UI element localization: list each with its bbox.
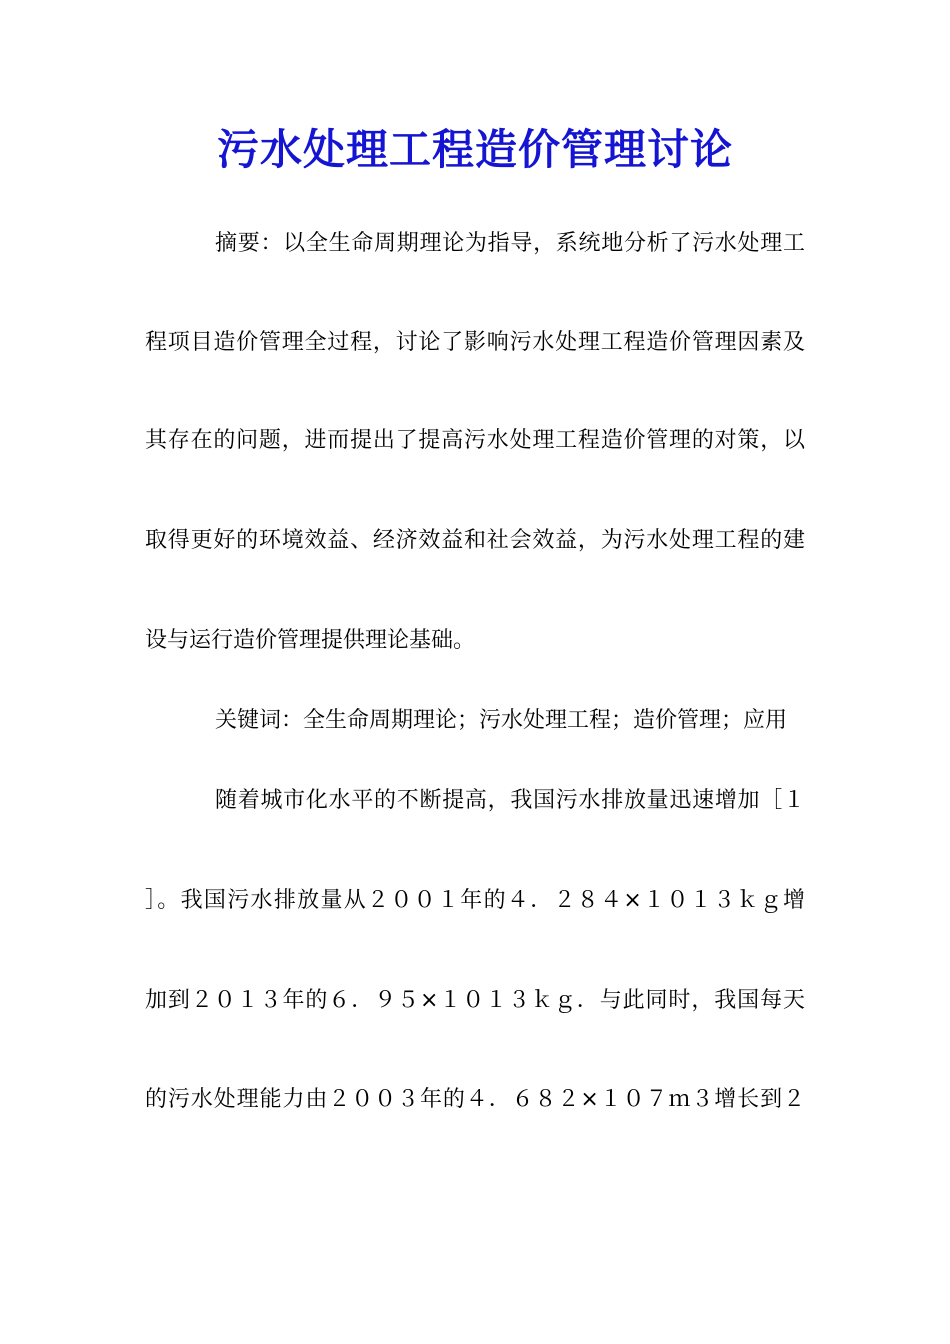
body-line-3: 加到２０１３年的６．９５×１０１３ｋｇ．与此同时，我国每天 — [145, 988, 805, 1013]
abstract-line-1: 摘要：以全生命周期理论为指导，系统地分析了污水处理工 — [215, 231, 805, 256]
body-line-1: 随着城市化水平的不断提高，我国污水排放量迅速增加［１ — [215, 788, 805, 813]
document-title: 污水处理工程造价管理讨论 — [216, 125, 733, 174]
body-line-4: 的污水处理能力由２００３年的４．６８２×１０７ｍ３增长到２ — [145, 1087, 805, 1112]
abstract-line-5: 设与运行造价管理提供理论基础。 — [145, 628, 476, 653]
keywords-line: 关键词：全生命周期理论；污水处理工程；造价管理；应用 — [215, 708, 788, 733]
body-line-2: ］。我国污水排放量从２００１年的４．２８４×１０１３ｋｇ增 — [145, 888, 805, 913]
abstract-line-2: 程项目造价管理全过程，讨论了影响污水处理工程造价管理因素及 — [145, 330, 805, 355]
abstract-line-4: 取得更好的环境效益、经济效益和社会效益，为污水处理工程的建 — [145, 528, 805, 553]
abstract-line-3: 其存在的问题，进而提出了提高污水处理工程造价管理的对策，以 — [145, 428, 805, 453]
